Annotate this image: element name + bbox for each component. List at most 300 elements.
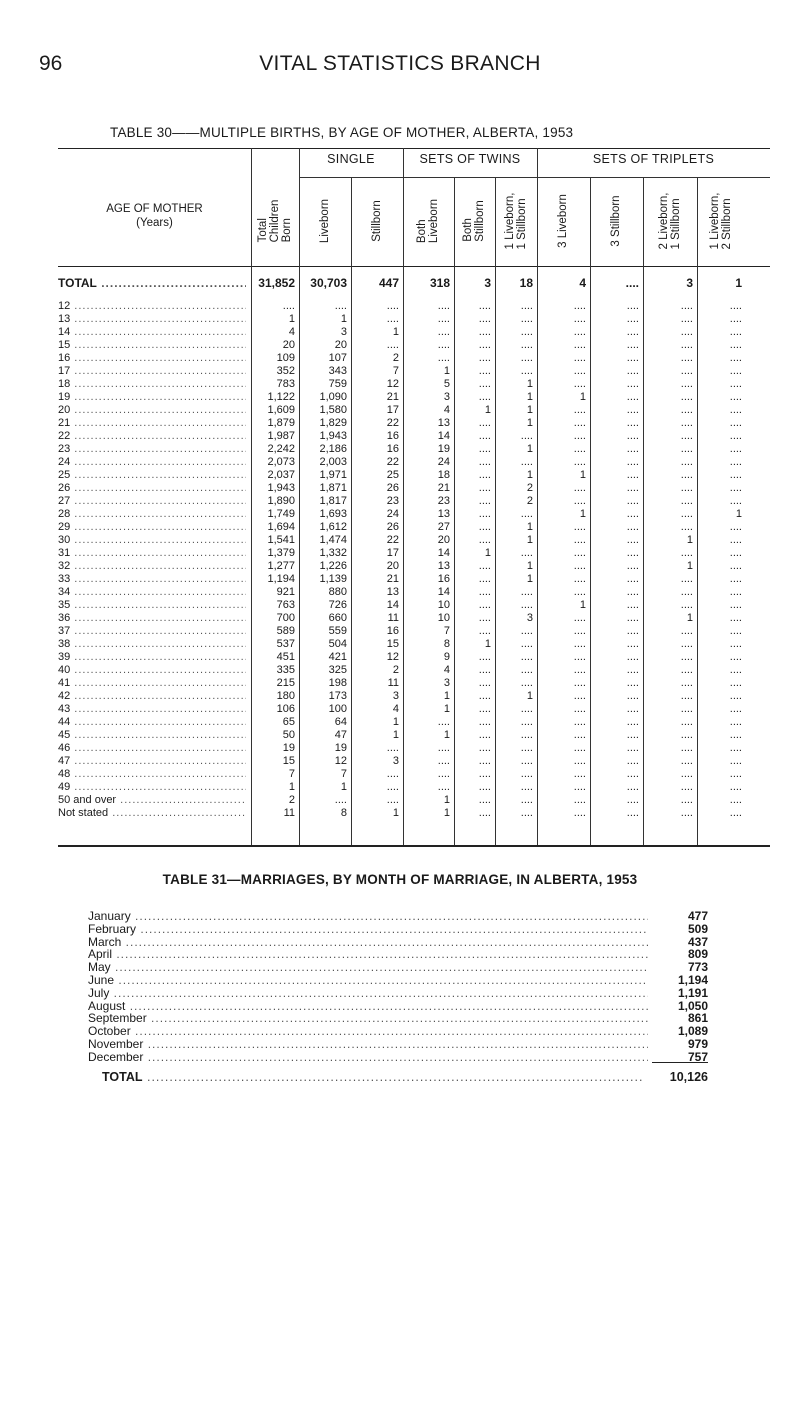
cell: 8 <box>340 807 347 819</box>
cell: 2,073 <box>267 456 295 468</box>
cell: .... <box>520 638 533 650</box>
row-label: 30 ..... <box>58 534 246 546</box>
cell: .... <box>478 794 491 806</box>
table-row <box>58 794 770 807</box>
cell: .... <box>478 599 491 611</box>
cell: .... <box>729 326 742 338</box>
month-label: December ..... <box>88 1050 648 1064</box>
table-row <box>58 729 770 742</box>
cell: .... <box>729 716 742 728</box>
cell: 20 <box>282 339 295 351</box>
table-row <box>58 326 770 339</box>
cell: 1,090 <box>319 391 347 403</box>
cell: .... <box>626 742 639 754</box>
cell: .... <box>729 404 742 416</box>
table-row <box>58 768 770 781</box>
month-label: April ..... <box>88 947 648 961</box>
cell: .... <box>626 794 639 806</box>
cell: 1,693 <box>319 508 347 520</box>
cell: .... <box>437 716 450 728</box>
cell: 8 <box>443 638 450 650</box>
table-row <box>58 352 770 365</box>
table-row <box>58 469 770 482</box>
cell: 3 <box>392 690 399 702</box>
cell: 1,332 <box>319 547 347 559</box>
month-value: 1,050 <box>677 998 708 1013</box>
table-row <box>58 508 770 521</box>
cell: .... <box>478 456 491 468</box>
cell: 1,749 <box>267 508 295 520</box>
cell: 783 <box>276 378 295 390</box>
table-row <box>58 547 770 560</box>
table-row <box>58 404 770 417</box>
cell: 1 <box>579 508 586 520</box>
cell: .... <box>478 508 491 520</box>
cell: 1 <box>579 391 586 403</box>
cell: .... <box>478 573 491 585</box>
row-label: 38 ..... <box>58 638 246 650</box>
cell: .... <box>680 716 693 728</box>
cell: .... <box>626 365 639 377</box>
cell: .... <box>729 521 742 533</box>
row-label: 45 ..... <box>58 729 246 741</box>
cell: .... <box>520 755 533 767</box>
cell: 1 <box>288 781 295 793</box>
cell: .... <box>520 365 533 377</box>
month-value: 979 <box>687 1037 708 1051</box>
cell: 2 <box>288 794 295 806</box>
cell: .... <box>680 443 693 455</box>
cell: .... <box>573 326 586 338</box>
cell: 13 <box>437 508 450 520</box>
cell: 7 <box>392 365 399 377</box>
cell: .... <box>573 404 586 416</box>
cell: .... <box>573 677 586 689</box>
cell: 215 <box>276 677 295 689</box>
table-row <box>58 807 770 820</box>
cell: 22 <box>386 417 399 429</box>
age-header-line: (Years) <box>136 217 173 229</box>
cell: .... <box>729 638 742 650</box>
cell: .... <box>520 781 533 793</box>
cell: .... <box>626 625 639 637</box>
cell: .... <box>437 339 450 351</box>
cell: 24 <box>437 456 450 468</box>
cell: 1 <box>443 807 450 819</box>
cell: 1,379 <box>267 547 295 559</box>
cell: 4 <box>443 404 450 416</box>
cell: 559 <box>328 625 347 637</box>
cell: .... <box>478 664 491 676</box>
month-value: 1,089 <box>677 1024 708 1039</box>
cell: .... <box>437 755 450 767</box>
table-row <box>58 716 770 729</box>
cell: .... <box>626 573 639 585</box>
total-rule <box>652 1062 708 1063</box>
cell: 21 <box>437 482 450 494</box>
table-row <box>58 573 770 586</box>
cell: 107 <box>328 352 347 364</box>
row-label: 37 ..... <box>58 625 246 637</box>
cell: 1 <box>526 469 533 481</box>
cell: 1 <box>392 716 399 728</box>
row-label: 18 ..... <box>58 378 246 390</box>
cell: .... <box>729 794 742 806</box>
cell: 1,987 <box>267 430 295 442</box>
column-header-10: 1 Liveborn, 2 Stillborn <box>709 192 733 250</box>
cell: .... <box>478 313 491 325</box>
cell: .... <box>680 300 693 312</box>
total-label: TOTAL ..... <box>102 1070 642 1084</box>
cell: .... <box>626 560 639 572</box>
column-header-4: Both Liveborn <box>416 198 440 244</box>
table-row <box>58 651 770 664</box>
cell: .... <box>729 755 742 767</box>
cell: .... <box>626 547 639 559</box>
cell: 1,122 <box>267 391 295 403</box>
cell: .... <box>680 404 693 416</box>
cell: 1,194 <box>267 573 295 585</box>
table-row <box>58 560 770 573</box>
row-label: TOTAL ..... <box>58 276 246 290</box>
cell: .... <box>573 443 586 455</box>
cell: .... <box>437 313 450 325</box>
cell: .... <box>520 716 533 728</box>
cell: .... <box>386 300 399 312</box>
cell: 3 <box>392 755 399 767</box>
cell: .... <box>729 469 742 481</box>
cell: .... <box>386 768 399 780</box>
cell: 4 <box>443 664 450 676</box>
cell: .... <box>573 339 586 351</box>
cell: .... <box>520 807 533 819</box>
cell: 10 <box>437 612 450 624</box>
cell: .... <box>626 768 639 780</box>
cell: 24 <box>386 508 399 520</box>
month-value: 773 <box>687 960 708 975</box>
cell: .... <box>573 560 586 572</box>
cell: .... <box>573 586 586 598</box>
cell: 17 <box>386 547 399 559</box>
group-header-single: SINGLE <box>327 152 375 166</box>
cell: 13 <box>386 586 399 598</box>
row-label: 46 ..... <box>58 742 246 754</box>
cell: .... <box>680 599 693 611</box>
cell: .... <box>520 742 533 754</box>
cell: .... <box>573 482 586 494</box>
month-label: May ..... <box>88 960 648 974</box>
month-value: 477 <box>687 909 708 923</box>
cell: .... <box>729 352 742 364</box>
cell: .... <box>729 781 742 793</box>
cell: .... <box>729 560 742 572</box>
table-row <box>58 378 770 391</box>
cell: 1 <box>484 547 491 559</box>
cell: 1 <box>392 729 399 741</box>
row-label: 31 ..... <box>58 547 246 559</box>
cell: .... <box>626 378 639 390</box>
cell: 1,694 <box>267 521 295 533</box>
row-label: 22 ..... <box>58 430 246 442</box>
cell: 106 <box>276 703 295 715</box>
cell: .... <box>680 651 693 663</box>
row-label: 36 ..... <box>58 612 246 624</box>
cell: 352 <box>276 365 295 377</box>
cell: .... <box>680 625 693 637</box>
table-top-rule <box>58 148 770 149</box>
cell: .... <box>573 768 586 780</box>
cell: .... <box>520 703 533 715</box>
cell: 1 <box>526 391 533 403</box>
month-label: August ..... <box>88 999 648 1013</box>
column-header-9: 2 Liveborn, 1 Stillborn <box>658 192 682 250</box>
cell: 343 <box>328 365 347 377</box>
cell: 2 <box>526 495 533 507</box>
cell: .... <box>626 586 639 598</box>
cell: .... <box>729 391 742 403</box>
cell: .... <box>573 573 586 585</box>
cell: .... <box>729 768 742 780</box>
cell: .... <box>573 729 586 741</box>
cell: .... <box>478 586 491 598</box>
cell: 16 <box>437 573 450 585</box>
cell: 759 <box>328 378 347 390</box>
cell: 7 <box>288 768 295 780</box>
cell: 451 <box>276 651 295 663</box>
cell: .... <box>680 313 693 325</box>
cell: .... <box>478 365 491 377</box>
row-label: 25 ..... <box>58 469 246 481</box>
cell: 3 <box>443 677 450 689</box>
cell: 20 <box>386 560 399 572</box>
cell: .... <box>478 300 491 312</box>
cell: .... <box>478 742 491 754</box>
column-header-8: 3 Stillborn <box>610 195 622 247</box>
cell: 537 <box>276 638 295 650</box>
cell: .... <box>437 742 450 754</box>
cell: 50 <box>282 729 295 741</box>
table31-title: TABLE 31—MARRIAGES, BY MONTH OF MARRIAGE, IN ALBERTA, 1953 <box>162 872 638 887</box>
table-header-rule <box>58 266 770 267</box>
cell: .... <box>520 677 533 689</box>
cell: .... <box>520 599 533 611</box>
table-row <box>58 534 770 547</box>
cell: .... <box>680 664 693 676</box>
row-label: 33 ..... <box>58 573 246 585</box>
cell: .... <box>520 326 533 338</box>
cell: .... <box>626 651 639 663</box>
cell: 20 <box>437 534 450 546</box>
cell: 1 <box>443 729 450 741</box>
row-label: 48 ..... <box>58 768 246 780</box>
cell: .... <box>680 417 693 429</box>
row-label: 16 ..... <box>58 352 246 364</box>
cell: 11 <box>283 807 295 819</box>
cell: .... <box>520 508 533 520</box>
cell: .... <box>680 677 693 689</box>
table-row <box>58 365 770 378</box>
table-row <box>58 781 770 794</box>
cell: 20 <box>334 339 347 351</box>
cell: .... <box>729 430 742 442</box>
cell: 21 <box>386 391 399 403</box>
cell: .... <box>729 547 742 559</box>
cell: .... <box>729 339 742 351</box>
cell: 1,971 <box>319 469 347 481</box>
month-row <box>88 1050 708 1064</box>
cell: .... <box>478 625 491 637</box>
cell: .... <box>478 729 491 741</box>
table-row <box>58 430 770 443</box>
cell: .... <box>729 651 742 663</box>
cell: .... <box>680 365 693 377</box>
cell: .... <box>478 521 491 533</box>
cell: 921 <box>276 586 295 598</box>
row-label: 42 ..... <box>58 690 246 702</box>
row-label: 15 ..... <box>58 339 246 351</box>
cell: 1 <box>579 599 586 611</box>
cell: .... <box>680 495 693 507</box>
cell: .... <box>573 365 586 377</box>
cell: 1,943 <box>319 430 347 442</box>
cell: .... <box>729 495 742 507</box>
cell: .... <box>520 625 533 637</box>
cell: .... <box>626 469 639 481</box>
table-row <box>58 456 770 469</box>
table-bottom-rule <box>58 845 770 847</box>
cell: .... <box>626 599 639 611</box>
cell: 4 <box>579 276 586 290</box>
cell: 26 <box>386 482 399 494</box>
cell: 23 <box>437 495 450 507</box>
cell: .... <box>478 651 491 663</box>
cell: 1 <box>526 690 533 702</box>
cell: .... <box>626 807 639 819</box>
cell: .... <box>680 755 693 767</box>
cell: .... <box>573 690 586 702</box>
cell: 109 <box>276 352 295 364</box>
table-row <box>58 339 770 352</box>
cell: 1 <box>526 417 533 429</box>
row-label: 13 ..... <box>58 313 246 325</box>
cell: .... <box>625 276 639 290</box>
cell: 700 <box>276 612 295 624</box>
cell: .... <box>626 664 639 676</box>
cell: 1 <box>340 313 347 325</box>
month-value: 757 <box>687 1049 708 1064</box>
cell: 5 <box>443 378 450 390</box>
row-label: 21 ..... <box>58 417 246 429</box>
cell: 1 <box>443 703 450 715</box>
cell: .... <box>573 755 586 767</box>
cell: 27 <box>437 521 450 533</box>
cell: 2 <box>526 482 533 494</box>
cell: .... <box>386 313 399 325</box>
cell: .... <box>729 690 742 702</box>
cell: .... <box>520 768 533 780</box>
cell: 1 <box>392 807 399 819</box>
cell: 12 <box>334 755 347 767</box>
cell: .... <box>573 781 586 793</box>
row-label: 32 ..... <box>58 560 246 572</box>
cell: .... <box>437 326 450 338</box>
cell: .... <box>478 807 491 819</box>
table-row <box>58 391 770 404</box>
group-header-twins: SETS OF TWINS <box>419 152 521 166</box>
table-row <box>58 638 770 651</box>
cell: .... <box>729 729 742 741</box>
cell: 2,242 <box>267 443 295 455</box>
table-row <box>58 612 770 625</box>
month-label: November ..... <box>88 1037 648 1051</box>
table-row <box>58 586 770 599</box>
cell: 1 <box>526 404 533 416</box>
cell: .... <box>680 586 693 598</box>
cell: 16 <box>386 430 399 442</box>
row-label: Not stated ..... <box>58 807 246 819</box>
row-label: 20 ..... <box>58 404 246 416</box>
cell: .... <box>573 495 586 507</box>
cell: .... <box>680 794 693 806</box>
cell: .... <box>573 625 586 637</box>
cell: 1 <box>484 404 491 416</box>
cell: 1 <box>484 638 491 650</box>
cell: .... <box>437 352 450 364</box>
cell: .... <box>478 482 491 494</box>
cell: .... <box>680 807 693 819</box>
month-label: July ..... <box>88 986 648 1000</box>
cell: .... <box>478 469 491 481</box>
cell: 25 <box>386 469 399 481</box>
cell: .... <box>478 677 491 689</box>
month-value: 509 <box>687 921 708 936</box>
cell: .... <box>626 456 639 468</box>
month-label: October ..... <box>88 1024 648 1038</box>
cell: 447 <box>378 276 399 290</box>
month-label: June ..... <box>88 973 648 987</box>
cell: 1 <box>340 781 347 793</box>
cell: .... <box>680 547 693 559</box>
cell: 1 <box>686 560 693 572</box>
cell: .... <box>520 456 533 468</box>
cell: .... <box>478 417 491 429</box>
cell: .... <box>729 586 742 598</box>
cell: .... <box>437 768 450 780</box>
cell: .... <box>573 378 586 390</box>
cell: .... <box>626 729 639 741</box>
cell: 1 <box>526 443 533 455</box>
cell: .... <box>573 352 586 364</box>
cell: .... <box>626 430 639 442</box>
cell: 3 <box>340 326 347 338</box>
cell: 1,277 <box>267 560 295 572</box>
cell: 1,943 <box>267 482 295 494</box>
cell: .... <box>478 612 491 624</box>
cell: .... <box>729 300 742 312</box>
cell: .... <box>573 703 586 715</box>
cell: .... <box>680 352 693 364</box>
table-row <box>58 703 770 716</box>
cell: 3 <box>686 276 693 290</box>
row-label: 14 ..... <box>58 326 246 338</box>
cell: .... <box>626 690 639 702</box>
cell: 660 <box>328 612 347 624</box>
cell: 7 <box>340 768 347 780</box>
cell: .... <box>626 339 639 351</box>
cell: .... <box>478 690 491 702</box>
table-row <box>58 625 770 638</box>
row-label: 41 ..... <box>58 677 246 689</box>
